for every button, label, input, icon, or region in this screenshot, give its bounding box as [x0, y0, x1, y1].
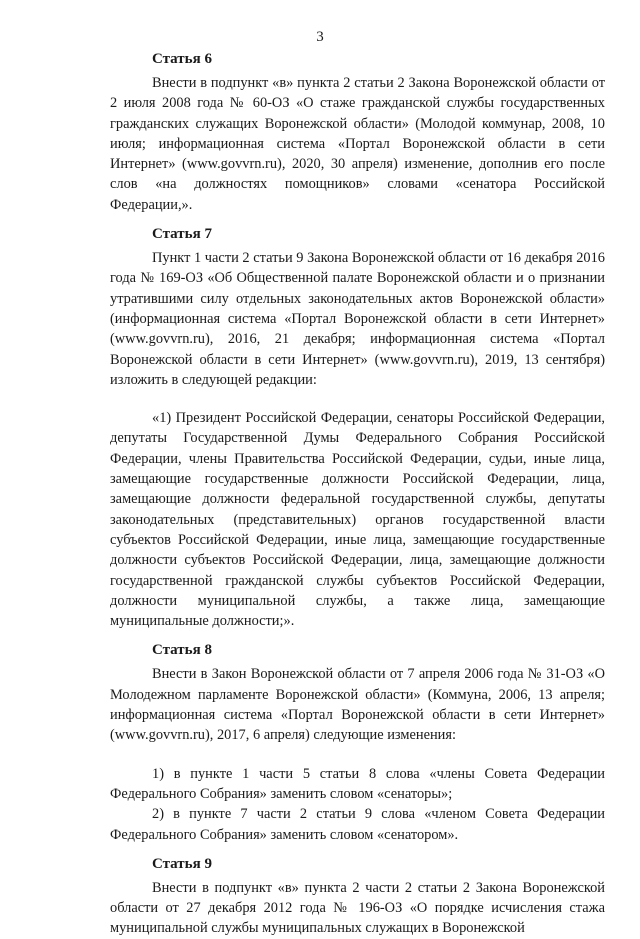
paragraph: Пункт 1 части 2 статьи 9 Закона Воронежской области от 16 декабря 2016 года № 169-ОЗ «Об Общественной палате Воронежской области и о признании утратившими силу отдельных законодательных актов Воронежской области» (информационная система «Портал Воронежской области в сети Интернет» (www.govvrn.ru), 2016, 21 декабря; информационная система «Портал Воронежской области в сети Интернет» (www.govvrn.ru), 2019, 13 сентября) изложить в следующей редакции:	[110, 250, 605, 388]
paragraph: Внести в Закон Воронежской области от 7 апреля 2006 года № 31-ОЗ «О Молодежном парламенте Воронежской области» (Коммуна, 2006, 13 апреля; информационная система «Портал Воронежской области в сети Интернет» (www.govvrn.ru), 2017, 6 апреля) следующие изменения:	[110, 666, 605, 744]
article-6	[110, 48, 605, 215]
list-item: 2) в пункте 7 части 2 статьи 9 слова «членом Совета Федерации Федерального Собрания» заменить словом «сенатором».	[110, 806, 605, 843]
article-7	[110, 223, 605, 631]
quoted-paragraph: «1) Президент Российской Федерации, сенаторы Российской Федерации, депутаты Государственной Думы Федерального Собрания Российской Федерации, члены Правительства Российской Федерации, судьи, иные лица, замещающие государственные должности Российской Федерации, лица, замещающие должности федеральной государственной службы, депутаты законодательных (представительных) органов государственной власти субъектов Российской Федерации, иные лица, замещающие государственные должности субъектов Российской Федерации, лица, замещающие должности государственной гражданской службы субъектов Российской Федерации, должности муниципальной службы, а также лица, замещающие муниципальные должности;».	[110, 410, 605, 630]
article-8	[110, 639, 605, 844]
article-heading: Статья 8	[152, 642, 212, 659]
article-heading: Статья 7	[152, 226, 212, 243]
article-heading: Статья 9	[152, 855, 212, 872]
article-9	[110, 853, 605, 939]
article-heading: Статья 6	[152, 51, 212, 67]
paragraph: Внести в подпункт «в» пункта 2 статьи 2 Закона Воронежской области от 2 июля 2008 года № 60-ОЗ «О стаже гражданской службы государственных гражданских служащих Воронежской области» (Молодой коммунар, 2008, 10 июля; информационная система «Портал Воронежской области в сети Интернет» (www.govvrn.ru), 2020, 30 апреля) изменение, дополнив его после слов «на должностях помощников» словами «сенатора Российской Федерации,».	[110, 75, 605, 213]
document-body	[110, 48, 605, 939]
list-item: 1) в пункте 1 части 5 статьи 8 слова «члены Совета Федерации Федерального Собрания» заменить словом «сенаторы»;	[110, 765, 605, 802]
paragraph: Внести в подпункт «в» пункта 2 части 2 статьи 2 Закона Воронежской области от 27 декабря 2012 года № 196-ОЗ «О порядке исчисления стажа муниципальной службы муниципальных служащих в Воронежской	[110, 879, 605, 937]
page-number: 3	[316, 29, 324, 45]
